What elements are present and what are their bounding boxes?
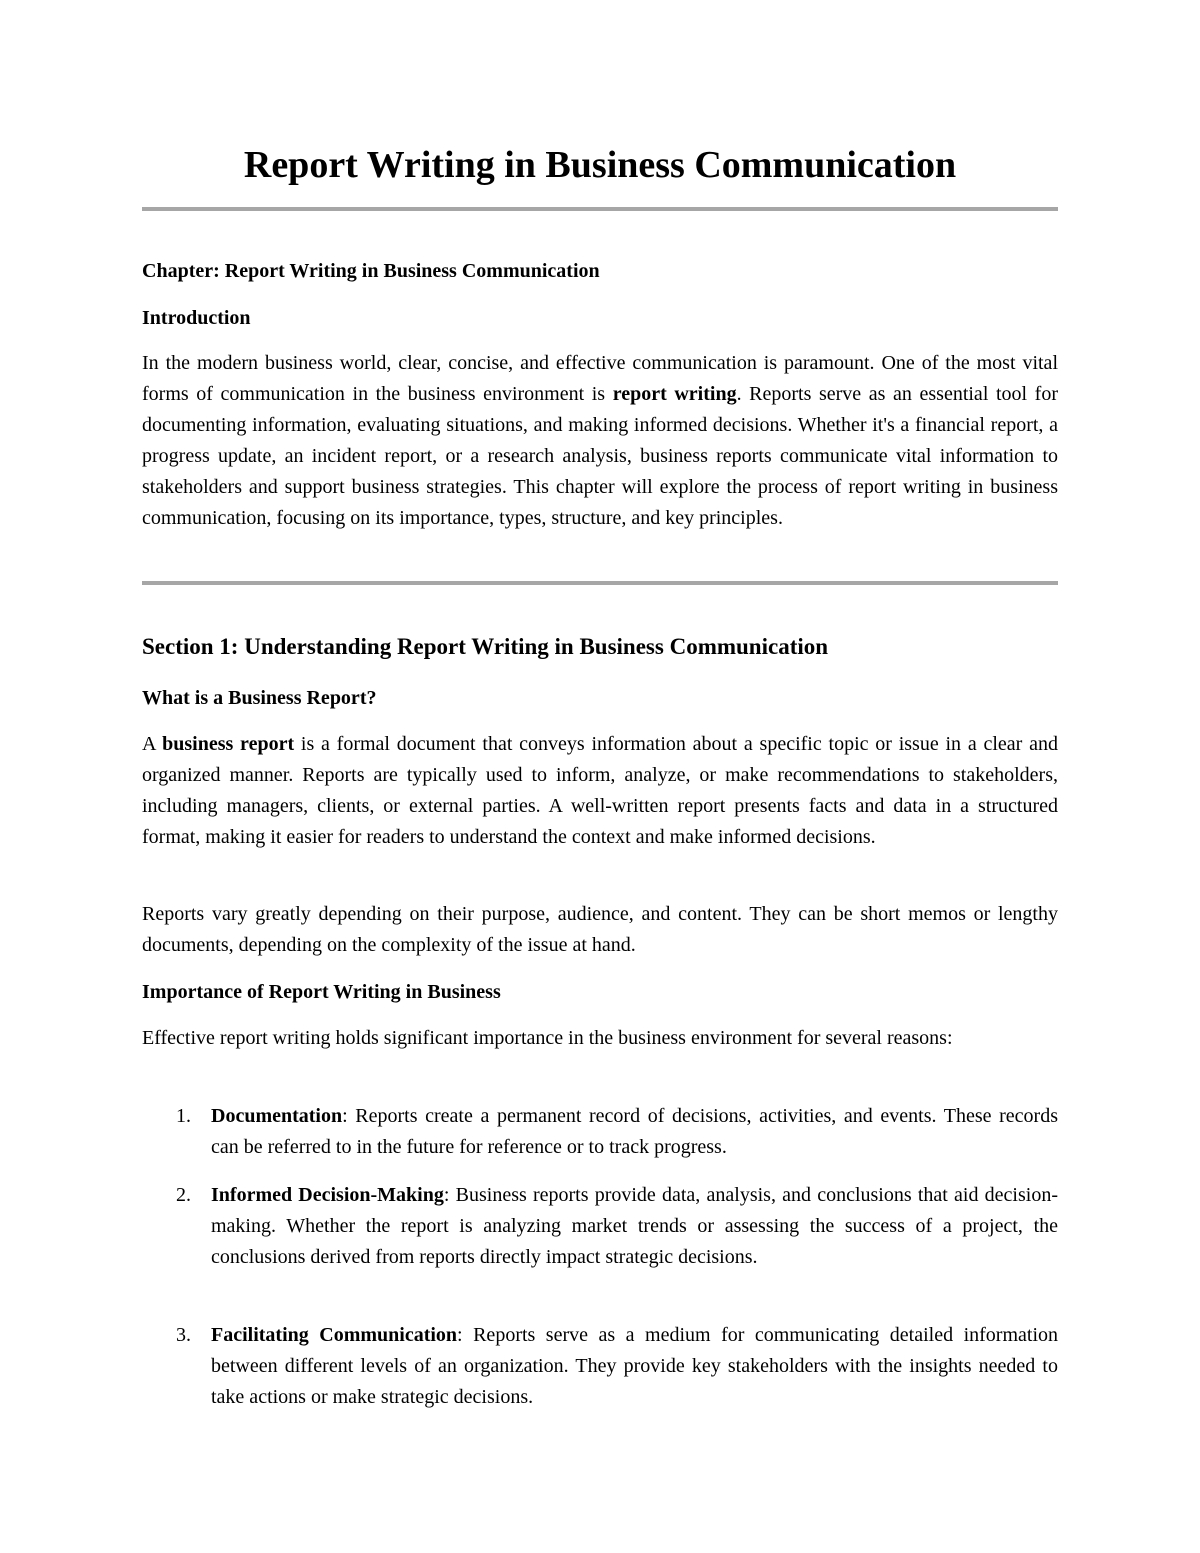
list-item-text: [211, 1320, 1058, 1413]
list-item-term: Facilitating Communication: [211, 1324, 458, 1346]
document-title: Report Writing in Business Communication: [243, 144, 957, 186]
list-item-text: [211, 1101, 1058, 1163]
what-is-report-paragraph: [142, 729, 1058, 853]
what-is-report-heading: What is a Business Report?: [142, 687, 377, 709]
list-item-term: Informed Decision-Making: [211, 1184, 444, 1206]
list-item-text: [211, 1180, 1058, 1273]
introduction-heading: Introduction: [142, 307, 251, 329]
list-item-number: 2.: [176, 1184, 191, 1206]
list-item-description: : Reports create a permanent record of decisions, activities, and events. These records can be referred to in the future for reference or to track progress.: [211, 1105, 1058, 1158]
what-text-part1: A: [142, 733, 163, 755]
list-item-number: 1.: [176, 1105, 191, 1127]
importance-heading: Importance of Report Writing in Business: [142, 981, 501, 1003]
list-item-description: : Business reports provide data, analysis, and conclusions that aid decision-making. Whether the report is analyzing market trends or assessing the success of a project, the conclusions derived from reports directly impact strategic decisions.: [211, 1184, 1058, 1268]
list-item-number: 3.: [176, 1324, 191, 1346]
section-divider: [142, 581, 1058, 585]
what-text-part2: is a formal document that conveys information about a specific topic or issue in a clear and organized manner. Reports are typically used to inform, analyze, or make recommendations to stakeholders, including managers, clients, or external parties. A well-written report presents facts and data in a structured format, making it easier for readers to understand the context and make informed decisions.: [142, 733, 1058, 848]
introduction-bold-term: report writing: [612, 383, 737, 405]
importance-intro-paragraph: Effective report writing holds significant importance in the business environment for several reasons:: [142, 1027, 953, 1049]
section1-heading: Section 1: Understanding Report Writing in Business Communication: [142, 634, 829, 659]
title-divider: [142, 207, 1058, 211]
list-item-term: Documentation: [211, 1105, 343, 1127]
introduction-text-part2: . Reports serve as an essential tool for documenting information, evaluating situations, and making informed decisions. Whether it's a financial report, a progress update, an incident report, or a research analysis, business reports communicate vital information to stakeholders and support business strategies. This chapter will explore the process of report writing in business communication, focusing on its importance, types, structure, and key principles.: [142, 383, 1058, 529]
chapter-heading: Chapter: Report Writing in Business Communication: [142, 260, 600, 282]
introduction-text-part1: In the modern business world, clear, concise, and effective communication is paramount. One of the most vital forms of communication in the business environment is: [142, 352, 1058, 405]
list-item-description: : Reports serve as a medium for communicating detailed information between different levels of an organization. They provide key stakeholders with the insights needed to take actions or make strategic decisions.: [211, 1324, 1059, 1408]
reports-vary-paragraph: Reports vary greatly depending on their purpose, audience, and content. They can be short memos or lengthy documents, depending on the complexity of the issue at hand.: [142, 903, 1058, 956]
what-bold-term: business report: [162, 733, 295, 755]
introduction-paragraph: [142, 348, 1058, 534]
